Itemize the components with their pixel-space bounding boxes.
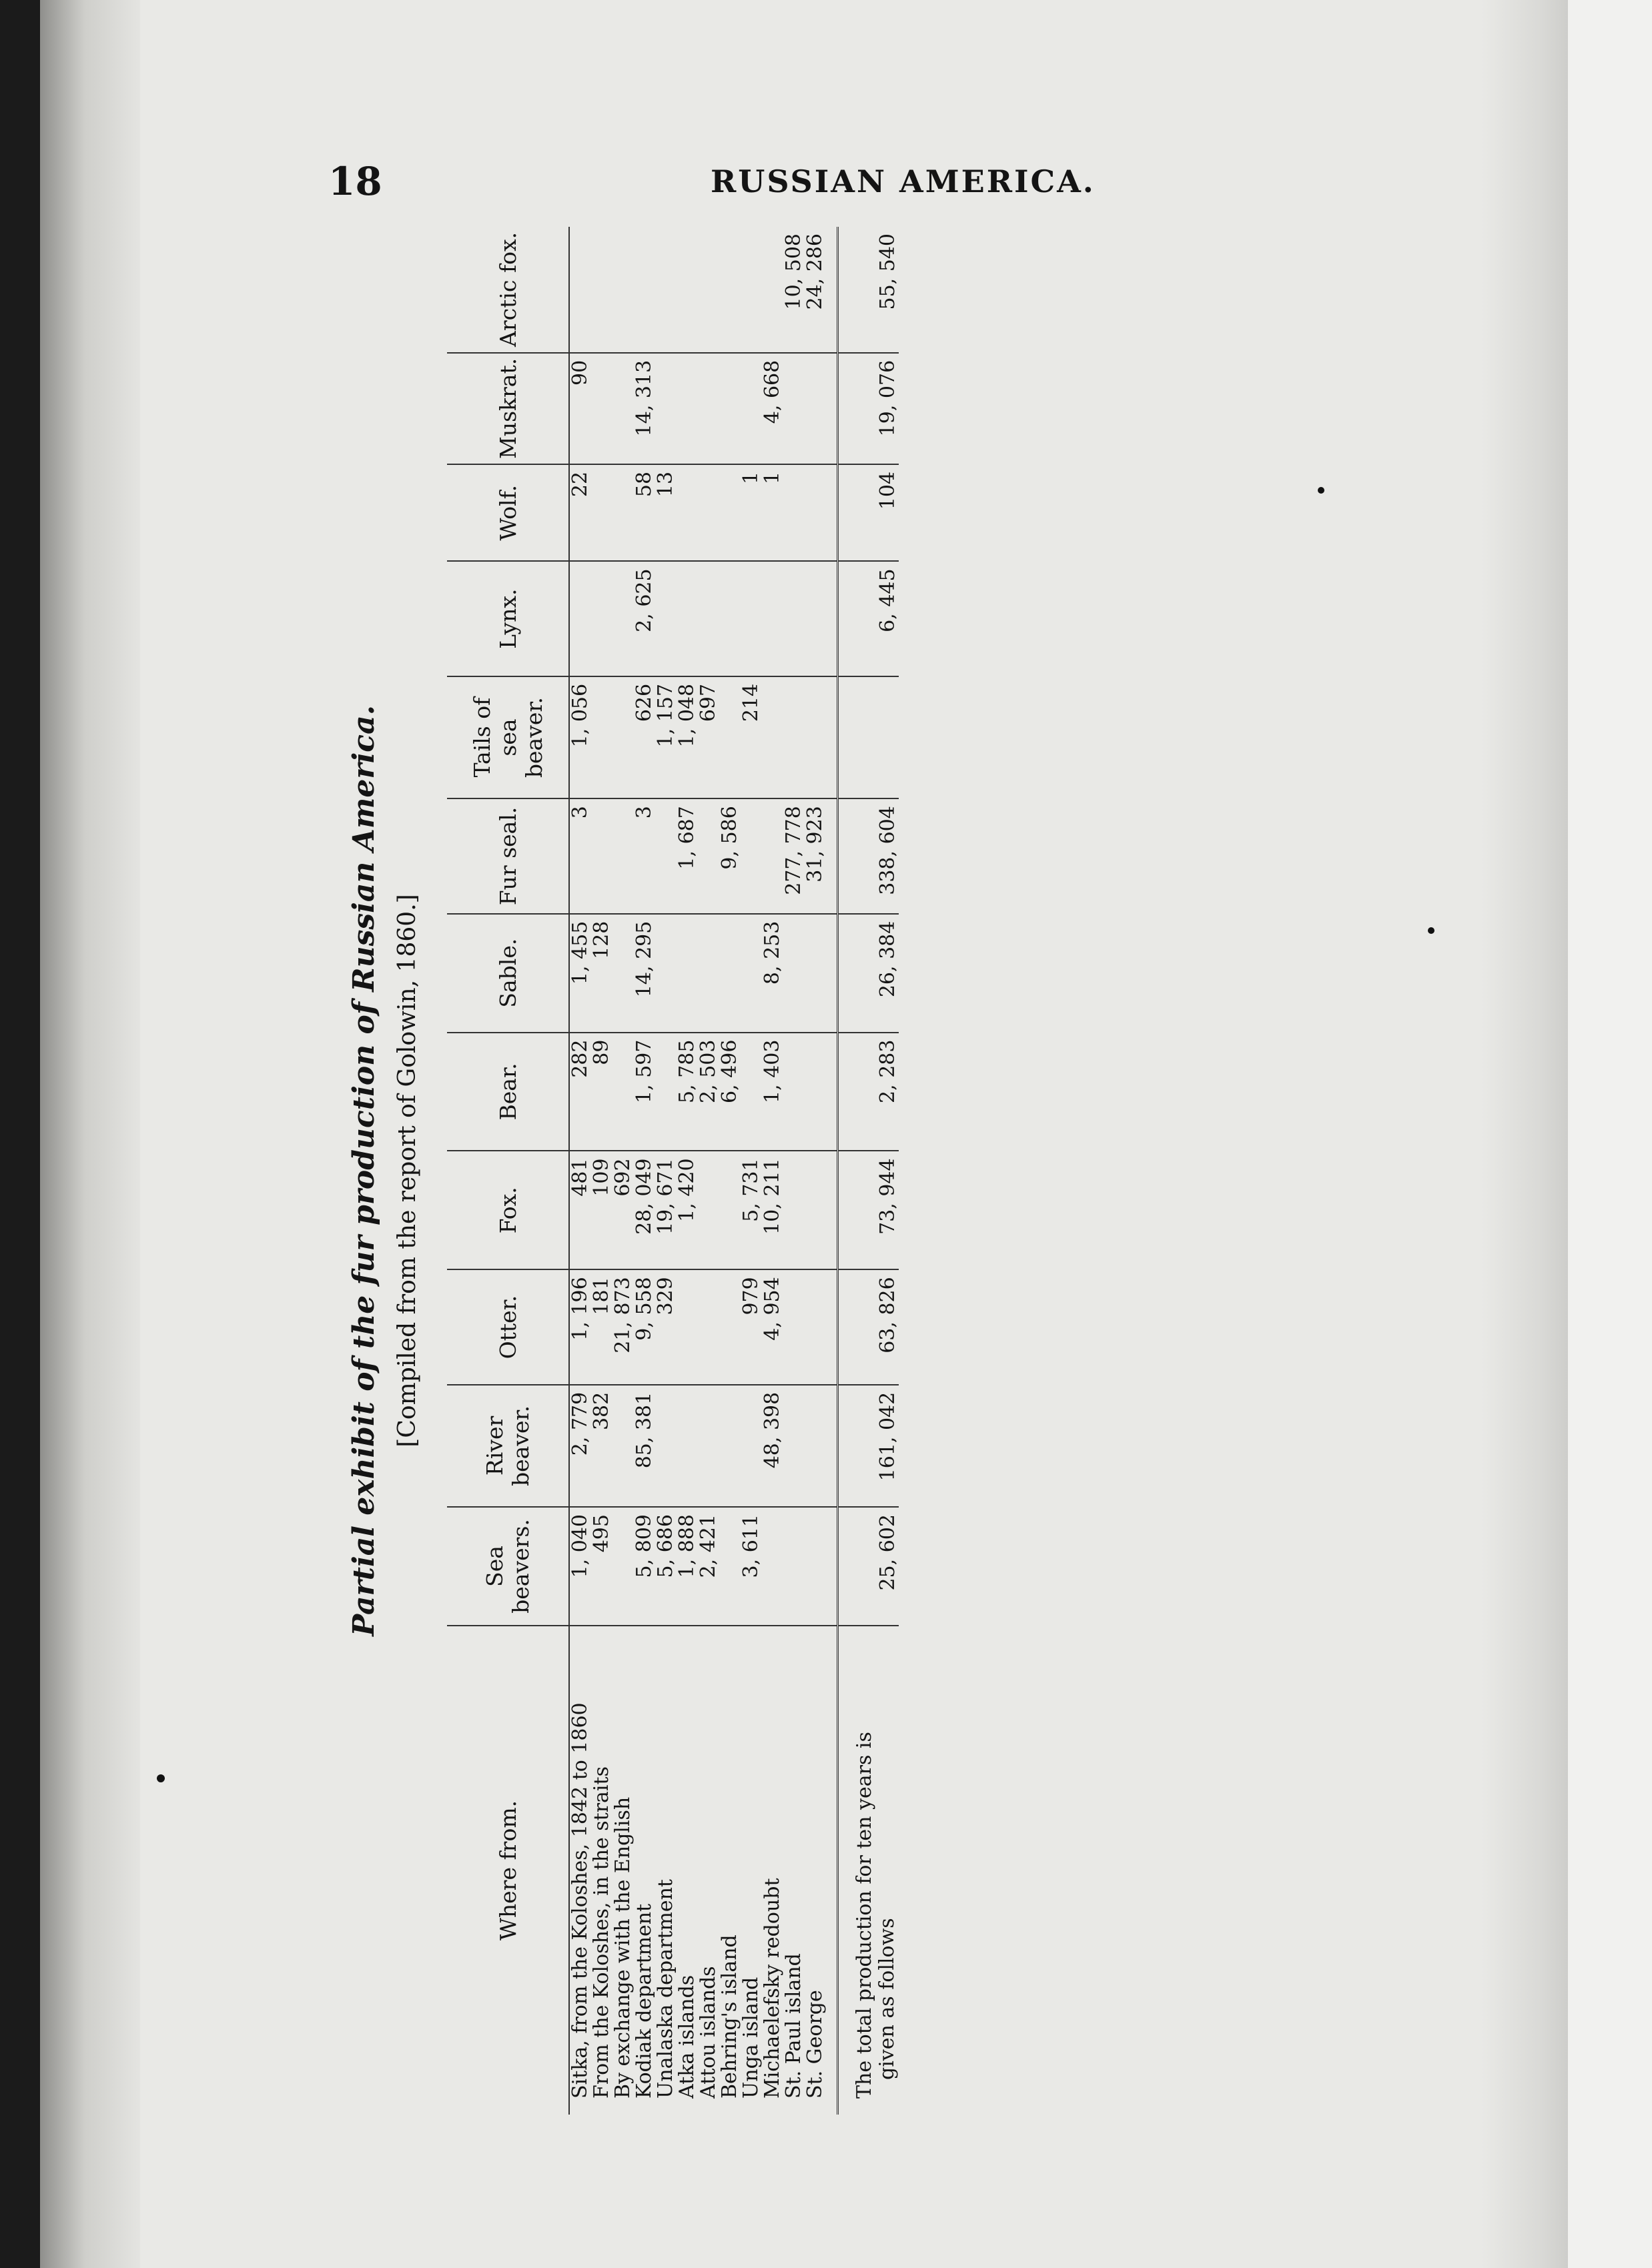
row-place-label: Michaelefsky redoubt [761, 1878, 784, 2099]
table-cell [805, 676, 838, 798]
table-cell [677, 914, 698, 1033]
table-cell: 2, 503 [698, 1033, 719, 1151]
table-cell: 8, 253 [762, 914, 783, 1033]
table-cell [719, 227, 741, 353]
table-cell [591, 798, 612, 913]
table-cell: 1, 888 [677, 1507, 698, 1626]
table-cell: 277, 778 [783, 798, 805, 913]
table-row [783, 227, 805, 2115]
table-row [634, 227, 655, 2115]
table-cell: 21, 873 [612, 1269, 634, 1384]
total-label [838, 1626, 899, 2115]
table-cell: 5, 686 [655, 1507, 677, 1626]
row-place-label: St. George [803, 1990, 827, 2099]
table-cell: 31, 923 [805, 798, 838, 913]
table-cell: 89 [591, 1033, 612, 1151]
table-cell [612, 1033, 634, 1151]
table-cell: 2, 779 [569, 1385, 591, 1507]
table-cell [612, 353, 634, 464]
table-cell [612, 227, 634, 353]
table-cell: 697 [698, 676, 719, 798]
table-cell [719, 1507, 741, 1626]
column-header: Arctic fox. [447, 227, 569, 353]
table-cell [655, 1033, 677, 1151]
table-cell [741, 1033, 762, 1151]
fur-production-table [447, 227, 899, 2115]
ink-speck [1318, 487, 1324, 494]
table-cell: 1, 597 [634, 1033, 655, 1151]
table-cell: 1 [762, 464, 783, 562]
total-cell: 19, 076 [838, 353, 899, 464]
table-cell: 128 [591, 914, 612, 1033]
table-cell: 1, 048 [677, 676, 698, 798]
page-number: 18 [328, 159, 382, 204]
table-cell [783, 914, 805, 1033]
table-cell [591, 676, 612, 798]
table-cell: 4, 668 [762, 353, 783, 464]
column-header: River beaver. [447, 1385, 569, 1507]
table-cell: 626 [634, 676, 655, 798]
table-cell [805, 1269, 838, 1384]
table-cell: 10, 211 [762, 1151, 783, 1269]
table-cell [677, 227, 698, 353]
table-cell [783, 353, 805, 464]
row-place-label: Unalaska department [654, 1879, 677, 2099]
table-cell [655, 353, 677, 464]
table-cell [762, 561, 783, 676]
table-cell [677, 1385, 698, 1507]
row-place-label: By exchange with the English [611, 1796, 635, 2099]
table-cell [698, 914, 719, 1033]
table-cell [591, 353, 612, 464]
row-place-label: St. Paul island [782, 1953, 805, 2099]
total-cell: 63, 826 [838, 1269, 899, 1384]
table-cell [783, 1269, 805, 1384]
total-cell: 26, 384 [838, 914, 899, 1033]
column-header: Wolf. [447, 464, 569, 562]
total-cell: 6, 445 [838, 561, 899, 676]
table-cell: 1 [741, 464, 762, 562]
table-cell [719, 353, 741, 464]
table-row [762, 227, 783, 2115]
table-cell: 2, 625 [634, 561, 655, 676]
total-cell [838, 676, 899, 798]
table-cell [698, 1151, 719, 1269]
table-header-row [447, 227, 569, 2115]
table-row [741, 227, 762, 2115]
table-cell: 5, 731 [741, 1151, 762, 1269]
table-cell [783, 1151, 805, 1269]
table-cell [612, 561, 634, 676]
table-cell [612, 798, 634, 913]
table-cell [677, 1269, 698, 1384]
table-cell [698, 353, 719, 464]
table-cell [677, 353, 698, 464]
table-cell [741, 798, 762, 913]
table-cell [719, 1151, 741, 1269]
table-title: Partial exhibit of the fur production of Russian America. [347, 705, 381, 1636]
table-row [612, 227, 634, 2115]
table-cell: 3, 611 [741, 1507, 762, 1626]
table-cell: 19, 671 [655, 1151, 677, 1269]
table-cell: 1, 196 [569, 1269, 591, 1384]
table-cell [805, 914, 838, 1033]
table-cell: 5, 785 [677, 1033, 698, 1151]
table-cell: 2, 421 [698, 1507, 719, 1626]
table-cell [805, 1385, 838, 1507]
column-header: Lynx. [447, 561, 569, 676]
rotated-table-block [347, 227, 1228, 2115]
table-row [591, 227, 612, 2115]
total-cell: 104 [838, 464, 899, 562]
table-cell [655, 1385, 677, 1507]
table-cell [719, 464, 741, 562]
table-cell [741, 914, 762, 1033]
table-cell: 109 [591, 1151, 612, 1269]
table-cell: 13 [655, 464, 677, 562]
table-cell [698, 227, 719, 353]
table-cell: 4, 954 [762, 1269, 783, 1384]
page-fold-shadow [1481, 0, 1581, 2268]
table-cell: 1, 455 [569, 914, 591, 1033]
table-cell: 6, 496 [719, 1033, 741, 1151]
column-header: Muskrat. [447, 353, 569, 464]
table-cell [591, 561, 612, 676]
table-cell [805, 561, 838, 676]
table-cell: 214 [741, 676, 762, 798]
table-cell: 692 [612, 1151, 634, 1269]
table-row [698, 227, 719, 2115]
ink-speck [1428, 927, 1434, 934]
table-cell: 979 [741, 1269, 762, 1384]
column-header: Fox. [447, 1151, 569, 1269]
table-cell [783, 464, 805, 562]
table-row [719, 227, 741, 2115]
column-header: Bear. [447, 1033, 569, 1151]
table-cell [783, 1033, 805, 1151]
page-spine-shadow [40, 0, 140, 2268]
column-header: Sea beavers. [447, 1507, 569, 1626]
table-subtitle: [Compiled from the report of Golowin, 1860.] [394, 894, 421, 1448]
table-cell: 10, 508 [783, 227, 805, 353]
table-cell [569, 227, 591, 353]
table-cell [783, 1507, 805, 1626]
row-place-label: Kodiak department [633, 1903, 656, 2099]
table-cell: 1, 056 [569, 676, 591, 798]
table-block-content [347, 227, 1228, 2115]
table-cell: 382 [591, 1385, 612, 1507]
table-cell [612, 676, 634, 798]
row-place-label: From the Koloshes, in the straits [590, 1766, 613, 2099]
table-cell [741, 561, 762, 676]
table-cell [783, 676, 805, 798]
table-body [569, 227, 899, 2115]
adjacent-page-edge [1568, 0, 1652, 2268]
table-cell [719, 1269, 741, 1384]
total-row [838, 227, 899, 2115]
table-cell: 24, 286 [805, 227, 838, 353]
table-cell [634, 227, 655, 353]
column-header: Tails of sea beaver. [447, 676, 569, 798]
table-cell [762, 676, 783, 798]
total-cell: 73, 944 [838, 1151, 899, 1269]
total-cell: 338, 604 [838, 798, 899, 913]
table-cell: 1, 687 [677, 798, 698, 913]
column-header: Fur seal. [447, 798, 569, 913]
table-cell: 1, 420 [677, 1151, 698, 1269]
row-place-label: Behring's island [718, 1934, 741, 2099]
ink-speck [157, 1774, 165, 1782]
table-cell [719, 676, 741, 798]
table-cell: 282 [569, 1033, 591, 1151]
table-row [805, 227, 838, 2115]
table-row [569, 227, 591, 2115]
column-header: Sable. [447, 914, 569, 1033]
table-cell [698, 1269, 719, 1384]
table-cell: 181 [591, 1269, 612, 1384]
total-cell: 161, 042 [838, 1385, 899, 1507]
table-cell: 58 [634, 464, 655, 562]
table-row [655, 227, 677, 2115]
table-cell: 9, 586 [719, 798, 741, 913]
row-place-label: Attou islands [697, 1966, 720, 2099]
column-header: Where from. [447, 1626, 569, 2115]
table-cell [741, 227, 762, 353]
table-cell [655, 798, 677, 913]
table-cell [591, 227, 612, 353]
table-cell [805, 353, 838, 464]
total-label-line1: The total production for ten years is [853, 1732, 876, 2099]
table-cell [677, 464, 698, 562]
table-cell [762, 227, 783, 353]
table-cell [783, 561, 805, 676]
book-page [40, 0, 1568, 2268]
table-cell: 1, 403 [762, 1033, 783, 1151]
table-cell: 14, 295 [634, 914, 655, 1033]
row-place-label: Unga island [739, 1976, 763, 2099]
table-cell [741, 353, 762, 464]
table-cell [698, 1385, 719, 1507]
table-cell: 1, 157 [655, 676, 677, 798]
table-cell: 14, 313 [634, 353, 655, 464]
table-cell: 481 [569, 1151, 591, 1269]
table-cell [677, 561, 698, 676]
table-cell [698, 561, 719, 676]
table-cell: 90 [569, 353, 591, 464]
table-cell: 22 [569, 464, 591, 562]
running-head: RUSSIAN AMERICA. [711, 163, 1096, 199]
table-cell [655, 227, 677, 353]
total-label-line2: given as follows [875, 1918, 899, 2080]
table-cell: 1, 040 [569, 1507, 591, 1626]
table-cell [719, 1385, 741, 1507]
table-cell [698, 464, 719, 562]
table-cell [612, 464, 634, 562]
table-cell: 329 [655, 1269, 677, 1384]
table-cell [719, 914, 741, 1033]
table-cell [783, 1385, 805, 1507]
table-cell [805, 464, 838, 562]
table-cell [612, 914, 634, 1033]
row-place-label: Atka islands [675, 1974, 699, 2099]
table-cell [569, 561, 591, 676]
table-cell [741, 1385, 762, 1507]
table-cell: 5, 809 [634, 1507, 655, 1626]
total-cell: 25, 602 [838, 1507, 899, 1626]
table-cell [612, 1507, 634, 1626]
table-cell [719, 561, 741, 676]
table-cell: 9, 558 [634, 1269, 655, 1384]
table-cell [655, 914, 677, 1033]
table-cell [655, 561, 677, 676]
table-cell: 3 [569, 798, 591, 913]
table-row [677, 227, 698, 2115]
total-cell: 55, 540 [838, 227, 899, 353]
total-cell: 2, 283 [838, 1033, 899, 1151]
table-cell [591, 464, 612, 562]
table-cell [698, 798, 719, 913]
table-cell: 28, 049 [634, 1151, 655, 1269]
column-header: Otter. [447, 1269, 569, 1384]
table-cell [805, 1033, 838, 1151]
table-cell: 48, 398 [762, 1385, 783, 1507]
table-cell [762, 1507, 783, 1626]
table-cell: 495 [591, 1507, 612, 1626]
table-cell: 3 [634, 798, 655, 913]
table-cell: 85, 381 [634, 1385, 655, 1507]
table-cell [805, 1151, 838, 1269]
table-cell [805, 1507, 838, 1626]
table-cell [762, 798, 783, 913]
row-place-label: Sitka, from the Koloshes, 1842 to 1860 [568, 1702, 592, 2099]
table-cell [612, 1385, 634, 1507]
